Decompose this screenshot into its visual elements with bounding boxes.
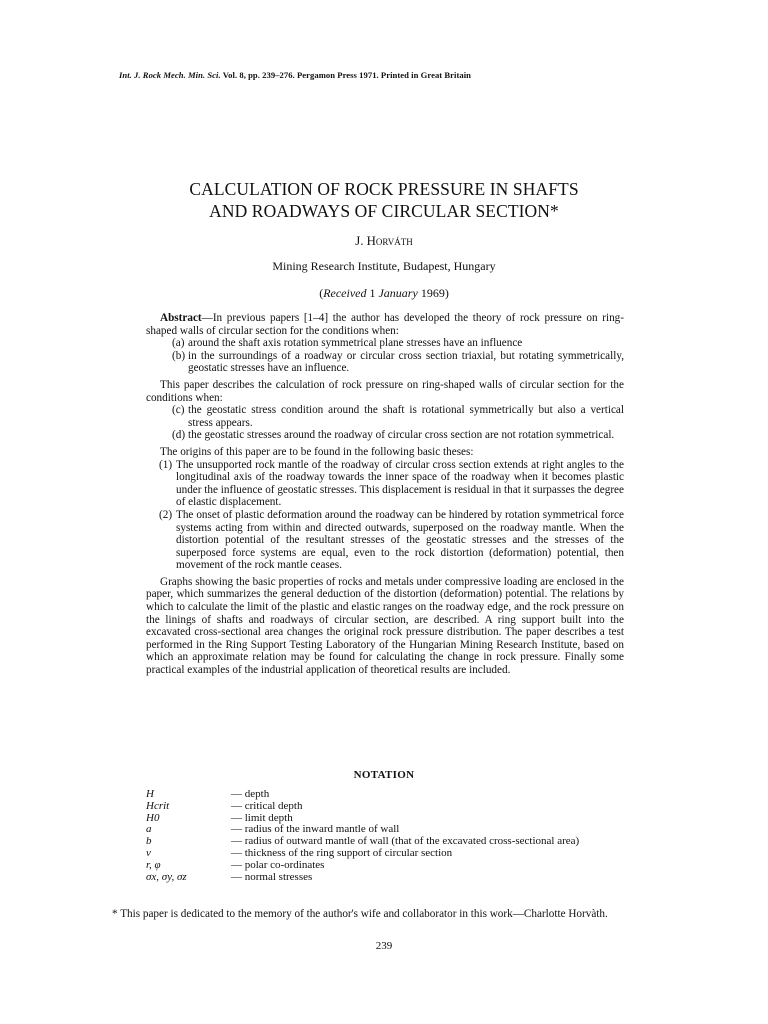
title-line-2: AND ROADWAYS OF CIRCULAR SECTION* xyxy=(209,201,559,221)
abstract-label: Abstract xyxy=(160,312,202,324)
list-item: (d) the geostatic stresses around the roadway of circular cross section are not rotation symmetrical. xyxy=(172,429,615,442)
notation-symbol: σx, σy, σz xyxy=(146,870,187,883)
received-date: (Received 1 January 1969) xyxy=(319,286,449,300)
paper-title xyxy=(0,178,768,222)
abstract-paragraph-2: This paper describes the calculation of rock pressure on ring-shaped walls of circular section for the conditions when: xyxy=(146,378,624,404)
notation-symbol: a xyxy=(146,823,152,836)
conditions-list-2 xyxy=(146,404,624,442)
notation-definition: — normal stresses xyxy=(231,870,313,883)
notation-symbol: H0 xyxy=(146,811,160,824)
notation-definition: — limit depth xyxy=(231,811,293,824)
notation-row xyxy=(146,860,636,872)
list-item: (b) in the surroundings of a roadway or circular cross section triaxial, but rotating symmetrically, geostatic stresses have an influence. xyxy=(172,349,624,375)
author: J. Horváth xyxy=(355,234,413,248)
notation-definition: — depth xyxy=(231,788,270,800)
affiliation: Mining Research Institute, Budapest, Hungary xyxy=(272,259,496,273)
list-item: (a) around the shaft axis rotation symmetrical plane stresses have an influence xyxy=(172,337,523,350)
abstract-intro: Abstract—In previous papers [1–4] the author has developed the theory of rock pressure on ring-shaped walls of circular section for the conditions when: xyxy=(146,312,624,337)
conditions-list-1 xyxy=(146,337,624,375)
abstract xyxy=(146,312,624,677)
notation-row xyxy=(146,789,636,801)
notation-definition: — thickness of the ring support of circular section xyxy=(231,846,453,859)
page-number: 239 xyxy=(375,940,393,952)
list-item: (2) The onset of plastic deformation around the roadway can be hindered by rotation symmetrical force systems acting from within and directed outwards, superposed on the roadway mantle. When the distortion potential of the resultant stresses of the geostatic stresses and the stresses of the superposed force systems are equal, even to the rock distortion (deformation) potential, then movement of the rock mantle ceases. xyxy=(159,508,624,572)
notation-row xyxy=(146,801,636,813)
footnote: * This paper is dedicated to the memory of the author's wife and collaborator in this work—Charlotte Horvàth. xyxy=(112,908,608,920)
notation-symbol: H xyxy=(146,788,154,800)
notation-row xyxy=(146,872,636,884)
notation-list xyxy=(146,789,636,883)
title-line-1: CALCULATION OF ROCK PRESSURE IN SHAFTS xyxy=(189,179,579,199)
list-item: (1) The unsupported rock mantle of the roadway of circular cross section extends at right angles to the longitudinal axis of the roadway towards the inner space of the roadway when it becomes plastic under the influence of geostatic stresses. This displacement is residual in that it surpasses the degree of elastic displacement. xyxy=(159,458,624,509)
abstract-paragraph-4: Graphs showing the basic properties of rocks and metals under compressive loading are enclosed in the paper, which summarizes the general deduction of the distortion (deformation) potential. The relations by which to calculate the limit of the plastic and elastic ranges on the roadway edge, and the rock pressure on the linings of shafts and roadways of circular section, are described. A ring support built into the excavated cross-sectional area changes the original rock pressure distribution. The paper describes a test performed in the Ring Support Testing Laboratory of the Hungarian Mining Research Institute, based on which an approximate relation may be found for calculating the change in rock pressure. Finally some practical examples of the industrial application of theoretical results are included. xyxy=(146,575,624,677)
citation: Vol. 8, pp. 239–276. Pergamon Press 1971. Printed in Great Britain xyxy=(220,70,472,80)
notation-heading: NOTATION xyxy=(353,769,415,781)
abstract-paragraph-3: The origins of this paper are to be found in the following basic theses: xyxy=(160,445,474,458)
notation-definition: — radius of the inward mantle of wall xyxy=(231,823,400,836)
theses-list xyxy=(146,459,624,572)
notation-symbol: b xyxy=(146,835,152,848)
journal-name: Int. J. Rock Mech. Min. Sci. xyxy=(119,70,221,80)
notation-definition: — critical depth xyxy=(231,799,303,812)
running-head xyxy=(119,70,471,80)
list-item: (c) the geostatic stress condition around the shaft is rotational symmetrically but also a vertical stress appears. xyxy=(172,404,624,429)
notation-symbol: Hcrit xyxy=(146,799,170,812)
notation-row xyxy=(146,848,636,860)
notation-definition: — polar co-ordinates xyxy=(231,858,325,871)
notation-definition: — radius of outward mantle of wall (that of the excavated cross-sectional area) xyxy=(231,835,580,848)
notation-symbol: v xyxy=(146,846,151,859)
notation-symbol: r, φ xyxy=(146,858,161,871)
